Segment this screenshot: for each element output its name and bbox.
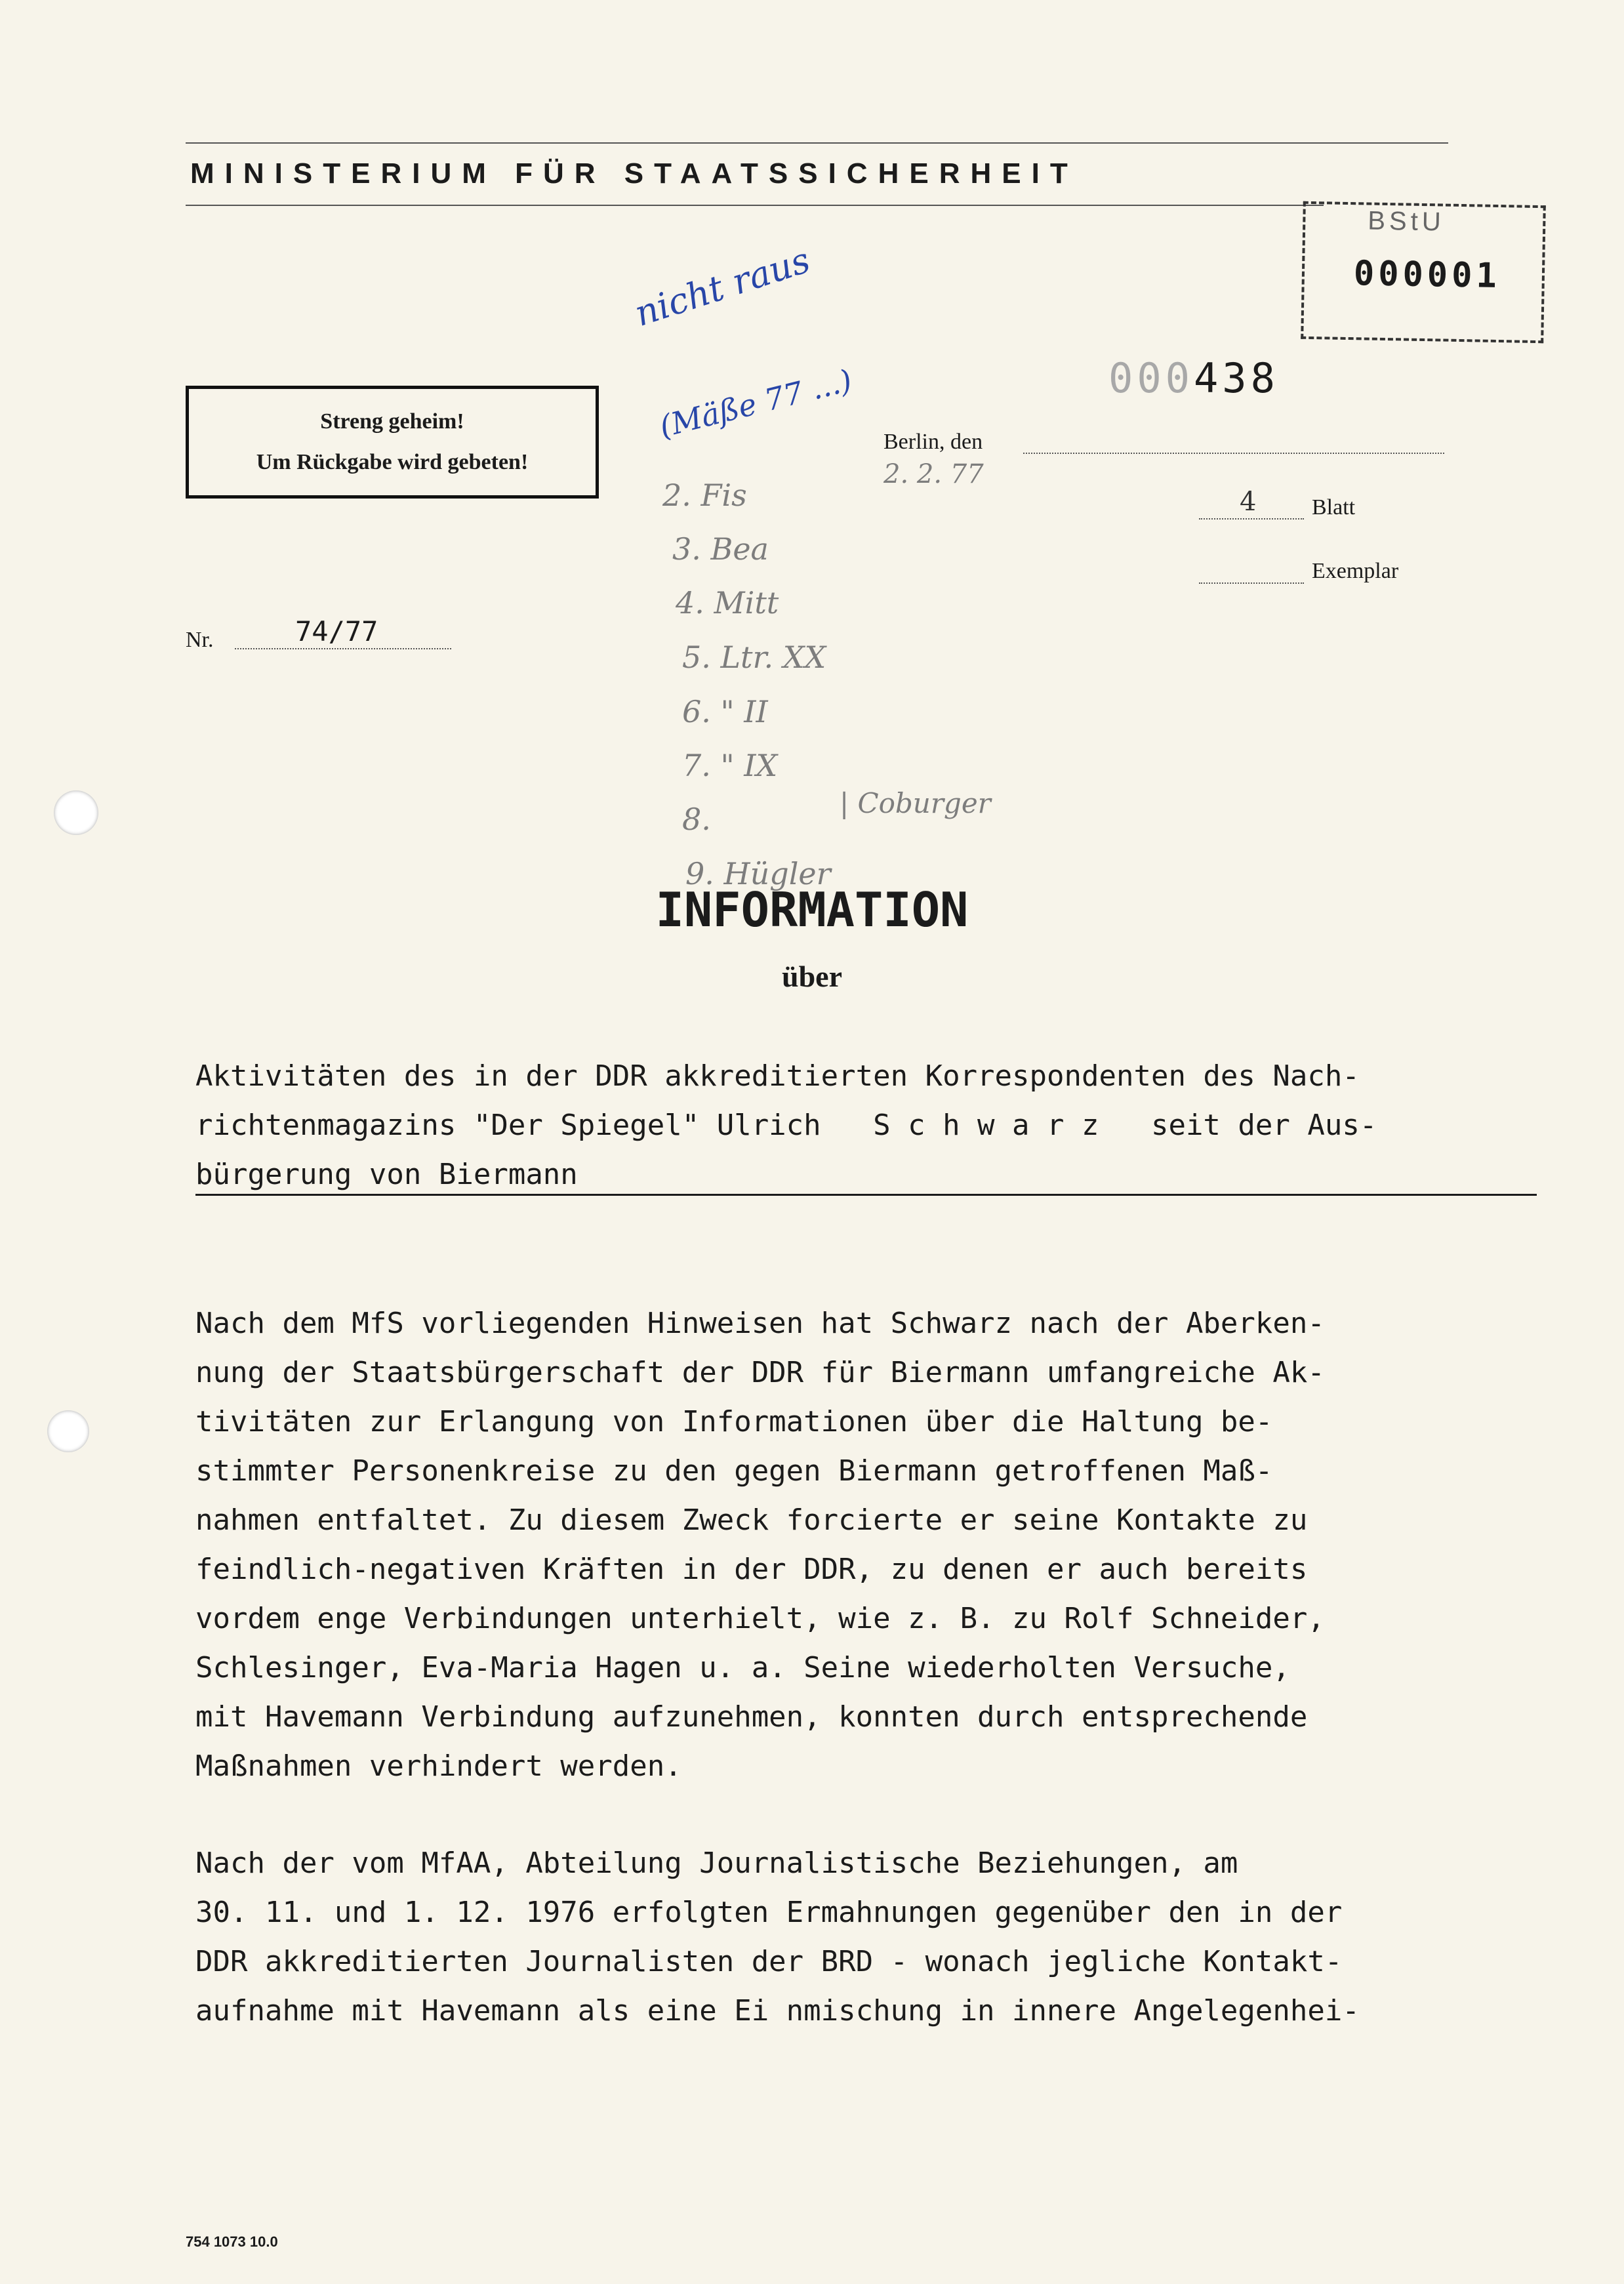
berlin-date-line [1023, 453, 1444, 454]
handwritten-date: 2. 2. 77 [883, 459, 984, 489]
blatt-count: 4 [1240, 487, 1257, 517]
document-number [1108, 354, 1279, 402]
body-line: vordem enge Verbindungen unterhielt, wie z. B. zu Rolf Schneider, [195, 1602, 1325, 1635]
form-print-code: 754 1073 10.0 [186, 2233, 278, 2250]
header-rule-top [186, 142, 1448, 144]
blatt-line [1199, 518, 1304, 520]
handwritten-blue-note-2: (Mäße 77 ...) [656, 362, 856, 445]
distribution-item: 9. Hügler [685, 856, 831, 891]
body-line: DDR akkreditierten Journalisten der BRD - wonach jegliche Kontakt- [195, 1945, 1343, 1978]
body-line: mit Havemann Verbindung aufzunehmen, konnten durch entsprechende [195, 1700, 1308, 1734]
exemplar-line [1199, 582, 1304, 584]
subject-line: Aktivitäten des in der DDR akkreditierten Korrespondenten des Nach- [195, 1059, 1360, 1093]
distribution-item: 8. [682, 802, 711, 837]
subject-line: bürgerung von Biermann [195, 1158, 578, 1191]
exemplar-label: Exemplar [1312, 559, 1399, 583]
body-line: feindlich-negativen Kräften in der DDR, zu denen er auch bereits [195, 1553, 1308, 1586]
document-title: INFORMATION [655, 882, 969, 937]
distribution-side-note: | Coburger [840, 787, 991, 819]
distribution-item: 2. Fis [662, 478, 747, 513]
body-line: Schlesinger, Eva-Maria Hagen u. a. Seine wiederholten Versuche, [195, 1651, 1290, 1684]
berlin-date-label: Berlin, den [883, 430, 983, 454]
header-rule-bottom [186, 205, 1324, 206]
classification-box [186, 386, 599, 499]
distribution-item: 4. Mitt [676, 585, 779, 621]
body-line: nahmen entfaltet. Zu diesem Zweck forcierte er seine Kontakte zu [195, 1503, 1308, 1537]
punch-hole-bottom [47, 1410, 89, 1452]
subject-underline [195, 1194, 1537, 1196]
body-line: Nach der vom MfAA, Abteilung Journalistische Beziehungen, am [195, 1846, 1238, 1880]
nr-line [235, 648, 451, 649]
classification-line-1: Streng geheim! [320, 409, 464, 434]
document-number-main: 438 [1193, 354, 1279, 402]
nr-value: 74/77 [295, 615, 378, 647]
body-line: Nach dem MfS vorliegenden Hinweisen hat Schwarz nach der Aberken- [195, 1307, 1325, 1340]
distribution-item: 3. Bea [672, 531, 769, 567]
ministry-heading: MINISTERIUM FÜR STAATSSICHERHEIT [190, 157, 1078, 190]
blatt-label: Blatt [1312, 495, 1356, 520]
body-line: stimmter Personenkreise zu den gegen Biermann getroffenen Maß- [195, 1454, 1273, 1488]
archive-stamp [1301, 201, 1546, 343]
punch-hole-top [54, 790, 98, 835]
body-line: tivitäten zur Erlangung von Informationen über die Haltung be- [195, 1405, 1273, 1438]
stamp-label: BStU [1367, 206, 1446, 237]
handwritten-blue-note-1: nicht raus [630, 239, 815, 335]
distribution-item: 7. " IX [682, 748, 778, 783]
stamp-number: 000001 [1353, 254, 1501, 296]
document-subtitle: über [782, 960, 842, 993]
distribution-item: 6. " II [682, 694, 768, 729]
body-line: 30. 11. und 1. 12. 1976 erfolgten Ermahnungen gegenüber den in der [195, 1896, 1343, 1929]
body-line: nung der Staatsbürgerschaft der DDR für Biermann umfangreiche Ak- [195, 1356, 1325, 1389]
classification-line-2: Um Rückgabe wird gebeten! [256, 450, 529, 474]
nr-label: Nr. [186, 628, 214, 652]
body-line: Maßnahmen verhindert werden. [195, 1749, 682, 1783]
distribution-item: 5. Ltr. XX [682, 640, 826, 675]
subject-line: richtenmagazins "Der Spiegel" Ulrich S c h w a r z seit der Aus- [195, 1109, 1377, 1142]
document-number-faint: 000 [1108, 354, 1194, 402]
body-line: aufnahme mit Havemann als eine Ei nmischung in innere Angelegenhei- [195, 1994, 1360, 2028]
